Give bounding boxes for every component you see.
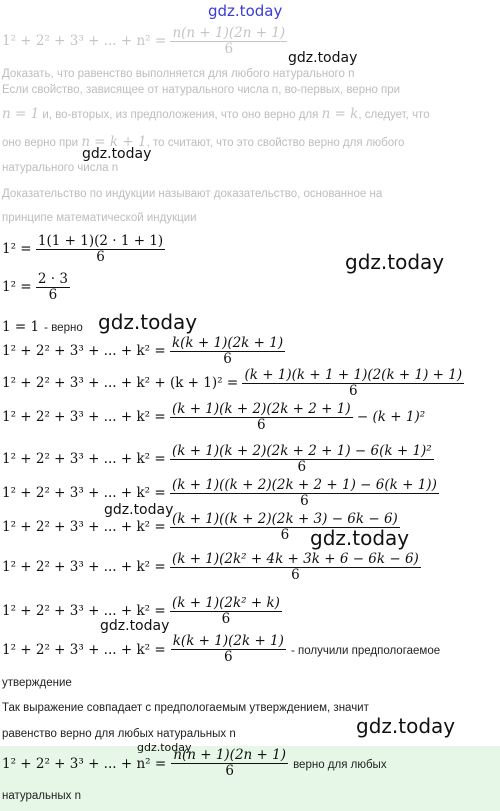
step-8: 1² + 2² + 3³ + ... + k² = $\frac{\text{(k + 1)(2k² + k)}}{6}$ bbox=[2, 595, 280, 627]
watermark-logo: gdz.today bbox=[310, 526, 410, 550]
step-2: 1² + 2² + 3³ + ... + k² + (k + 1)² = $\frac{(k + 1)(k + 1 + 1)(2(k + 1) + 1)}{6}$ bbox=[2, 367, 463, 399]
final-answer-continued: натуральных n bbox=[2, 790, 81, 802]
step-4: 1² + 2² + 3³ + ... + k² = $\frac{\text{(k + 1)(k + 2)(2k + 2 + 1) − 6(k + 1)²}}{6}$ bbox=[2, 443, 432, 475]
watermark-logo-top: gdz.today bbox=[208, 2, 283, 20]
intro-line-7: принципе математической индукции bbox=[2, 212, 197, 224]
step-3: 1² + 2² + 3³ + ... + k² = $\frac{(k + 1)(k + 2)(2k + 2 + 1)}{6}$ − (k + 1)² bbox=[2, 401, 426, 433]
watermark-logo: gdz.today bbox=[98, 310, 198, 334]
step-5: 1² + 2² + 3³ + ... + k² = $\frac{(k + 1)((k + 2)(2k + 2 + 1) - 6(k + 1))}{6}$ bbox=[2, 477, 437, 509]
intro-line-2: Если свойство, зависящее от натурального числа n, во-первых, верно при bbox=[2, 84, 401, 96]
intro-line-3: n = 1 и, во-вторых, из предположения, что оно верно для n = k, следует, что bbox=[2, 106, 430, 122]
watermark-logo: gdz.today bbox=[345, 250, 445, 274]
watermark-logo: gdz.today bbox=[288, 50, 358, 66]
step-1: 1² + 2² + 3³ + ... + k² = $\frac{k(k + 1)(2k + 1)}{6}$ bbox=[2, 335, 284, 367]
step-9: 1² + 2² + 3³ + ... + k² = $\frac{k(k + 1)(2k + 1)}{6}$ - получили предпологаемое bbox=[2, 633, 441, 665]
base-case-row-2: 1² = $\frac{2 \cdot 3}{6}$ bbox=[2, 271, 68, 303]
step-7: 1² + 2² + 3³ + ... + k² = $\frac{\text{(k + 1)(2k² + 4k + 3k + 6 − 6k − 6)}}{6}$ bbox=[2, 551, 419, 583]
conclusion-line-2: равенство верно для любых натуральных n bbox=[2, 728, 236, 740]
watermark-logo: gdz.today bbox=[82, 146, 152, 162]
watermark-logo: gdz.today bbox=[104, 502, 174, 518]
intro-formula: 1² + 2² + 3³ + ... + n² = $\frac{n(n + 1)(2n + 1)}{6}$ bbox=[2, 25, 286, 57]
step-6: 1² + 2² + 3³ + ... + k² = $\frac{(k + 1)((k + 2)(2k + 3) - 6k - 6)}{6}$ bbox=[2, 511, 398, 543]
step-9-continued: утверждение bbox=[2, 677, 72, 689]
watermark-logo: gdz.today bbox=[137, 741, 192, 754]
final-answer: 1² + 2² + 3³ + ... + n² = $\frac{n(n + 1)(2n + 1)}{6}$ верно для любых bbox=[2, 747, 387, 779]
base-case-row-1: 1² = $\frac{1(1 + 1)(2 \cdot 1 + 1)}{6}$ bbox=[2, 233, 164, 265]
intro-line-5: натурального числа n bbox=[2, 162, 119, 174]
watermark-logo: gdz.today bbox=[100, 618, 170, 634]
intro-line-1: Доказать, что равенство выполняется для любого натурального n bbox=[2, 68, 355, 80]
intro-line-4: оно верно при n = k + 1, то считают, что это свойство верно для любого bbox=[2, 134, 405, 150]
watermark-logo: gdz.today bbox=[356, 714, 456, 738]
conclusion-line-1: Так выражение совпадает с предпологаемым утверждением, значит bbox=[2, 702, 369, 714]
base-case-row-3: 1 = 1 - верно bbox=[2, 319, 83, 335]
intro-line-6: Доказательство по индукции называют доказательство, основанное на bbox=[2, 188, 383, 200]
